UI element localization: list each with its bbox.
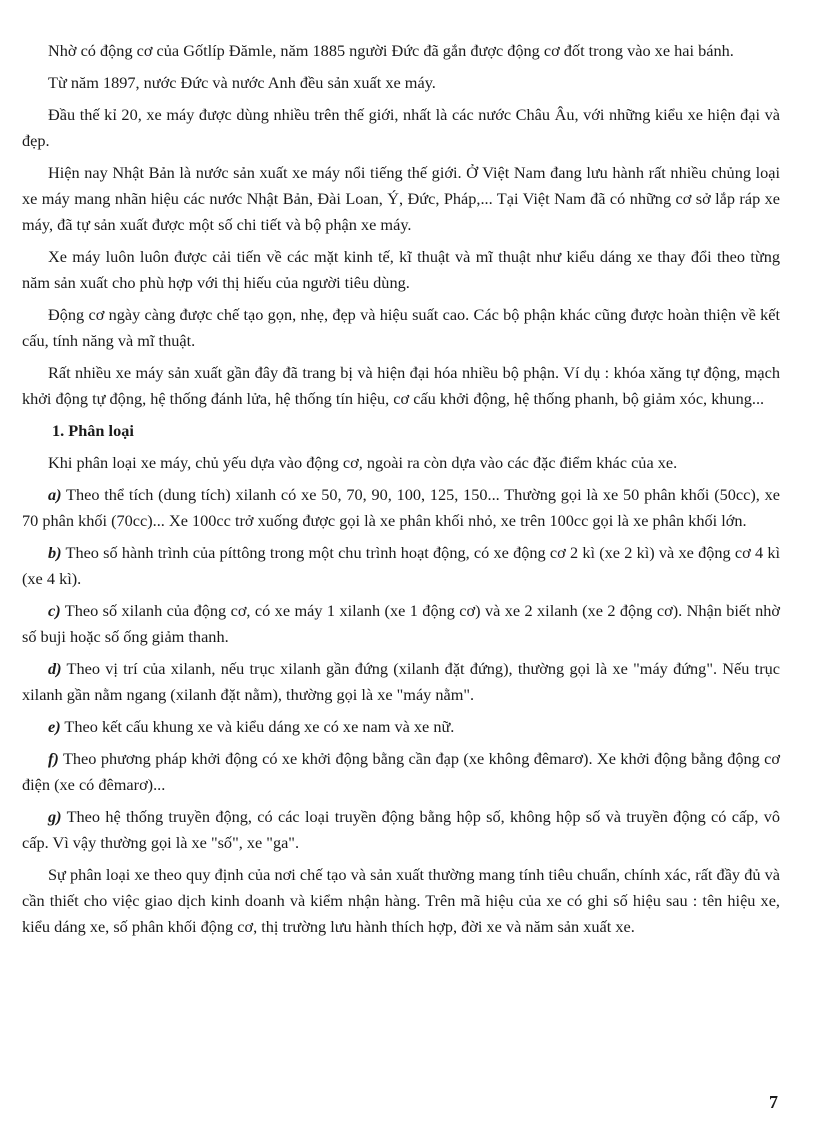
item-label: b) [48,543,62,562]
paragraph-intro-7: Rất nhiều xe máy sản xuất gần đây đã trang bị và hiện đại hóa nhiều bộ phận. Ví dụ : khóa xăng tự động, mạch khởi động tự động, hệ thống đánh lửa, hệ thống tín hiệu, cơ cấu khởi động, hệ thống phanh, bộ giảm xóc, khung... [22,363,780,408]
item-label: d) [48,659,62,678]
paragraph-intro-1: Nhờ có động cơ của Gốtlíp Đămle, năm 1885 người Đức đã gắn được động cơ đốt trong vào xe hai bánh. [48,41,734,60]
classification-item-c [22,598,780,650]
classification-item-g [22,804,780,856]
classification-item-d [22,656,780,708]
section-closing: Sự phân loại xe theo quy định của nơi chế tạo và sản xuất thường mang tính tiêu chuẩn, chính xác, rất đầy đủ và cần thiết cho việc giao dịch kinh doanh và kiểm nhận hàng. Trên mã hiệu của xe có ghi số hiệu sau : tên hiệu xe, kiểu dáng xe, số phân khối động cơ, thị trường lưu hành thích hợp, đời xe và năm sản xuất xe. [22,865,780,936]
item-label: g) [48,807,62,826]
item-text: Theo hệ thống truyền động, có các loại truyền động bằng hộp số, không hộp số và truyền động có cấp, vô cấp. Vì vậy thường gọi là xe "số", xe "ga". [22,807,780,852]
paragraph-intro-6: Động cơ ngày càng được chế tạo gọn, nhẹ, đẹp và hiệu suất cao. Các bộ phận khác cũng được hoàn thiện về kết cấu, tính năng và mĩ thuật. [22,305,780,350]
paragraph-intro-2: Từ năm 1897, nước Đức và nước Anh đều sản xuất xe máy. [48,73,436,92]
classification-item-e [22,714,780,740]
item-text: Theo kết cấu khung xe và kiểu dáng xe có xe nam và xe nữ. [60,717,455,736]
document-page [22,38,780,946]
classification-item-b [22,540,780,592]
paragraph-intro-3: Đầu thế kỉ 20, xe máy được dùng nhiều trên thế giới, nhất là các nước Châu Âu, với những kiểu xe hiện đại và đẹp. [22,105,780,150]
item-label: c) [48,601,61,620]
section-intro: Khi phân loại xe máy, chủ yếu dựa vào động cơ, ngoài ra còn dựa vào các đặc điểm khác của xe. [48,453,678,472]
page-number: 7 [769,1092,778,1112]
classification-item-a [22,482,780,534]
item-text: Theo vị trí của xilanh, nếu trục xilanh gần đứng (xilanh đặt đứng), thường gọi là xe "máy đứng". Nếu trục xilanh gần nằm ngang (xilanh đặt nằm), thường gọi là xe "máy nằm". [22,659,780,704]
section-heading: 1. Phân loại [52,421,134,440]
item-text: Theo thể tích (dung tích) xilanh có xe 50, 70, 90, 100, 125, 150... Thường gọi là xe 50 phân khối (50cc), xe 70 phân khối (70cc)... Xe 100cc trở xuống được gọi là xe phân khối nhỏ, xe trên 100cc gọi là xe phân khối lớn. [22,485,780,530]
paragraph-intro-4: Hiện nay Nhật Bản là nước sản xuất xe máy nổi tiếng thế giới. Ở Việt Nam đang lưu hành rất nhiều chủng loại xe máy mang nhãn hiệu các nước Nhật Bản, Đài Loan, Ý, Đức, Pháp,... Tại Việt Nam đã có những cơ sở lắp ráp xe máy, đã tự sản xuất được một số chi tiết và bộ phận xe máy. [22,163,780,234]
item-text: Theo số xilanh của động cơ, có xe máy 1 xilanh (xe 1 động cơ) và xe 2 xilanh (xe 2 động cơ). Nhận biết nhờ số buji hoặc số ống giảm thanh. [22,601,780,646]
item-label: e) [48,717,61,736]
classification-item-f [22,746,780,798]
paragraph-intro-5: Xe máy luôn luôn được cải tiến về các mặt kinh tế, kĩ thuật và mĩ thuật như kiểu dáng xe thay đổi theo từng năm sản xuất cho phù hợp với thị hiếu của người tiêu dùng. [22,247,780,292]
item-text: Theo phương pháp khởi động có xe khởi động bằng cần đạp (xe không đêmarơ). Xe khởi động bằng động cơ điện (xe có đêmarơ)... [22,749,780,794]
item-text: Theo số hành trình của píttông trong một chu trình hoạt động, có xe động cơ 2 kì (xe 2 kì) và xe động cơ 4 kì (xe 4 kì). [22,543,780,588]
item-label: f) [48,749,59,768]
item-label: a) [48,485,62,504]
